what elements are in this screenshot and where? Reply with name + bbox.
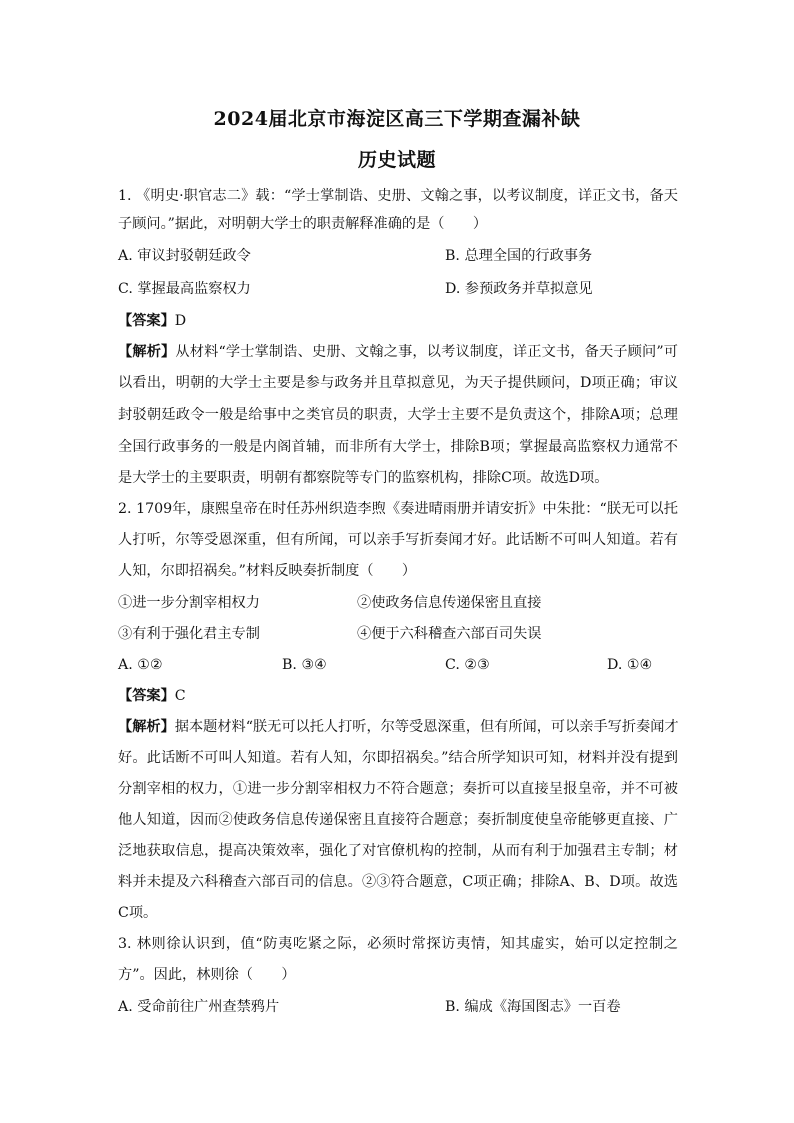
q1-option-c: C. 掌握最高监察权力	[118, 281, 251, 297]
q3-option-a: A. 受命前往广州查禁鸦片	[118, 999, 280, 1015]
exam-title: 2024届北京市海淀区高三下学期查漏补缺	[213, 108, 581, 130]
q2-analysis-line: 料并未提及六科稽查六部百司的信息。②③符合题意，C项正确；排除A、B、D项。故选	[118, 874, 678, 890]
q3-stem-line: 3. 林则徐认识到，值“防夷吃紧之际，必须时常探访夷情，知其虚实，始可以定控制之	[118, 936, 678, 952]
q1-option-a: A. 审议封驳朝廷政令	[118, 248, 251, 264]
q2-stem-line: 2. 1709年，康熙皇帝在时任苏州织造李煦《奏进晴雨册并请安折》中朱批：“朕无可以托	[118, 501, 678, 517]
q1-option-d: D. 参预政务并草拟意见	[445, 281, 593, 297]
q1-analysis-line: 以看出，明朝的大学士主要是参与政务并且草拟意见，为天子提供顾问，D项正确；审议	[118, 375, 678, 391]
q1-analysis-line: 全国行政事务的一般是内阁首辅，而非所有大学士，排除B项；掌握最高监察权力通常不	[118, 439, 678, 455]
q2-analysis-line	[118, 717, 678, 737]
q1-option-b: B. 总理全国的行政事务	[445, 248, 593, 264]
q1-answer	[118, 311, 186, 331]
q2-analysis-line: 好。此话断不可叫人知道。若有人知，尔即招祸矣。”结合所学知识可知，材料并没有提到	[118, 750, 678, 766]
q2-item-2: ②使政务信息传递保密且直接	[357, 595, 542, 611]
exam-subtitle: 历史试题	[357, 149, 436, 171]
q2-item-4: ④便于六科稽查六部百司失误	[357, 626, 542, 642]
q2-stem-line: 人知，尔即招祸矣。”材料反映奏折制度（ ）	[118, 563, 417, 579]
analysis-text: 据本题材料“朕无可以托人打听，尔等受恩深重，但有所闻，可以亲手写折奏闻才	[174, 719, 679, 735]
q1-analysis-line: 是大学士的主要职责，明朝有都察院等专门的监察机构，排除C项。故选D项。	[118, 470, 609, 486]
q2-analysis-line: C项。	[118, 905, 158, 921]
answer-value: D	[174, 313, 187, 329]
q2-item-3: ③有利于强化君主专制	[118, 626, 260, 642]
analysis-tag: 【解析】	[118, 344, 176, 360]
q2-answer	[118, 686, 186, 706]
q2-analysis-line: 分割宰相的权力，①进一步分割宰相权力不符合题意；奏折可以直接呈报皇帝，并不可被	[118, 781, 678, 797]
answer-tag: 【答案】	[118, 688, 175, 704]
analysis-text: 从材料“学士掌制诰、史册、文翰之事，以考议制度，详正文书，备天子顾问”可	[175, 344, 678, 360]
q2-analysis-line: 他人知道，因而②使政务信息传递保密且直接符合题意；奏折制度使皇帝能够更直接、广	[118, 812, 678, 828]
q2-option-a: A. ①②	[118, 657, 163, 673]
answer-value: C	[174, 688, 186, 704]
q2-option-c: C. ②③	[445, 657, 490, 673]
q1-stem-line: 1. 《明史·职官志二》载：“学士掌制诰、史册、文翰之事，以考议制度，详正文书，备天	[118, 188, 678, 204]
q3-stem-line: 方”。因此，林则徐（ ）	[118, 967, 296, 983]
analysis-tag: 【解析】	[118, 719, 175, 735]
q3-option-b: B. 编成《海国图志》一百卷	[445, 999, 621, 1015]
q1-analysis-line	[118, 342, 678, 362]
q1-stem-line: 子顾问。”据此，对明朝大学士的职责解释准确的是（ ）	[118, 216, 488, 232]
q2-option-b: B. ③④	[282, 657, 327, 673]
q2-stem-line: 人打听，尔等受恩深重，但有所闻，可以亲手写折奏闻才好。此话断不可叫人知道。若有	[118, 532, 678, 548]
q2-analysis-line: 泛地获取信息，提高决策效率，强化了对官僚机构的控制，从而有利于加强君主专制；材	[118, 843, 678, 859]
q1-analysis-line: 封驳朝廷政令一般是给事中之类官员的职责，大学士主要不是负责这个，排除A项；总理	[118, 407, 678, 423]
q2-option-d: D. ①④	[607, 657, 653, 673]
q2-item-1: ①进一步分割宰相权力	[118, 595, 260, 611]
answer-tag: 【答案】	[118, 313, 175, 329]
